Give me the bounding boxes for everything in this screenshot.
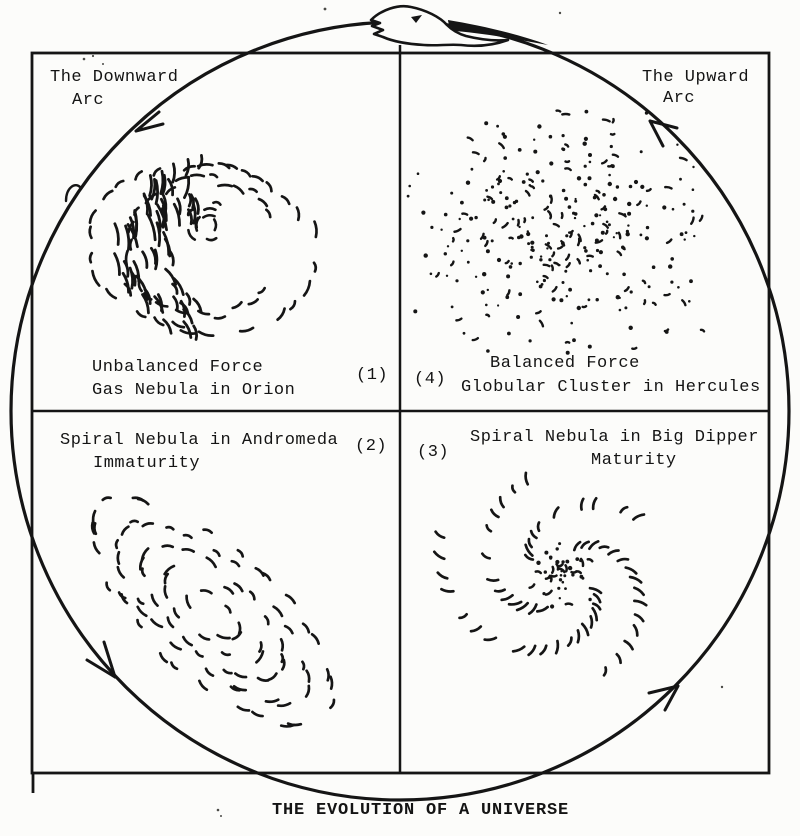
quadrant-4-caption-line2: Globular Cluster in Hercules [461,378,761,397]
ouroboros-serpent-head-icon [371,6,548,46]
quadrant-2-caption-line1: Spiral Nebula in Andromeda [60,431,339,450]
orion-gas-nebula-drawing [89,155,317,339]
quadrant-1-number: (1) [356,366,389,385]
downward-arc-label-line2: Arc [72,91,105,110]
quadrant-1-caption-line1: Unbalanced Force [92,358,264,377]
quadrant-2-number: (2) [355,437,388,456]
big-dipper-spiral-nebula-drawing [434,473,647,676]
quadrant-4-number: (4) [414,370,447,389]
quadrant-4-caption-line1: Balanced Force [490,354,640,373]
andromeda-spiral-nebula-drawing [92,497,335,727]
quadrant-2-caption-line2: Immaturity [93,454,201,473]
hercules-globular-cluster-drawing [407,110,705,355]
upward-arc-label-line1: The Upward [642,68,750,87]
paper-specks [83,8,724,817]
quadrant-1-caption-line2: Gas Nebula in Orion [92,381,296,400]
downward-arc-label-line1: The Downward [50,68,179,87]
quadrant-3-caption-line1: Spiral Nebula in Big Dipper [470,428,759,447]
upward-arc-label-line2: Arc [663,89,696,108]
quadrant-3-caption-line2: Maturity [591,451,677,470]
quadrant-3-number: (3) [417,443,450,462]
figure-title: THE EVOLUTION OF A UNIVERSE [272,801,570,820]
